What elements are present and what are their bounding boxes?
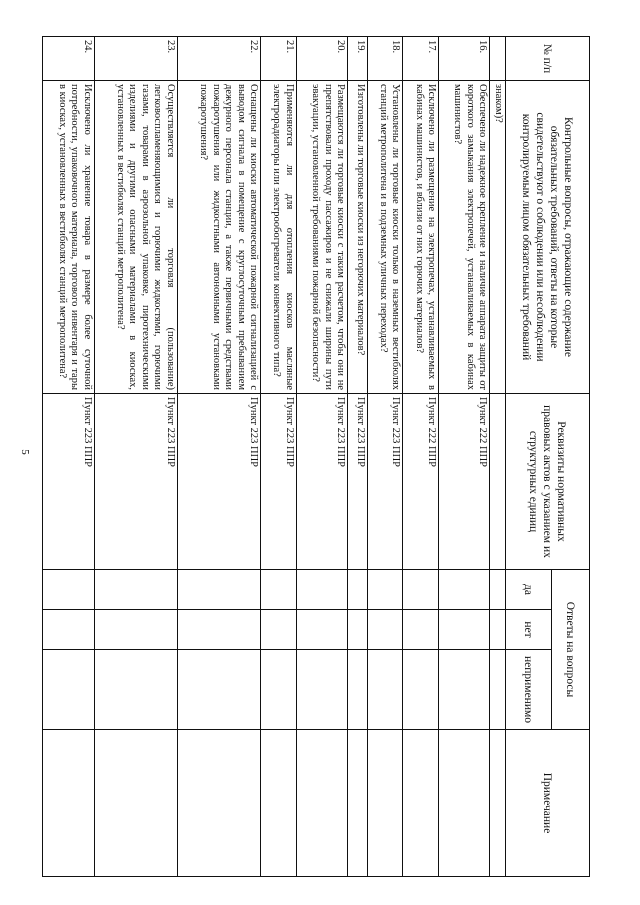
header-yes: да (506, 570, 552, 610)
row-reference: Пункт 222 ППР (403, 394, 439, 570)
answer-yes-cell (43, 570, 95, 610)
continuation-row (490, 37, 506, 877)
rotated-page (42, 36, 590, 876)
note-cell (94, 730, 177, 877)
answer-na-cell (94, 650, 177, 730)
answer-yes-cell (261, 570, 297, 610)
answer-yes-cell (439, 570, 490, 610)
table-row (177, 37, 260, 877)
row-question: Обеспечено ли надежное крепление и наличие аппарата защиты от короткого замыкания электропечей, устанавливаемых в кабинах машинистов? (439, 81, 490, 394)
answer-no-cell (439, 610, 490, 650)
header-answers: Ответы на вопросы (552, 570, 590, 730)
answer-no-cell (261, 610, 297, 650)
page-number: 5 (18, 449, 31, 455)
note-cell (296, 730, 347, 877)
answer-yes-cell (94, 570, 177, 610)
note-cell (403, 730, 439, 877)
row-number: 23. (94, 37, 177, 81)
row-question: Применяются ли для отопления киосков масляные электрорадиаторы или электрообогреватели конвективного типа? (261, 81, 297, 394)
answer-na-cell (43, 650, 95, 730)
row-number: 19. (348, 37, 368, 81)
table-row (348, 37, 368, 877)
header-note: Примечание (506, 730, 590, 877)
row-reference: Пункт 223 ППР (367, 394, 403, 570)
note-cell (348, 730, 368, 877)
note-cell (43, 730, 95, 877)
answer-yes-cell (177, 570, 260, 610)
row-number: 18. (367, 37, 403, 81)
checklist-table (42, 36, 590, 877)
row-reference: Пункт 223 ППР (94, 394, 177, 570)
row-reference: Пункт 223 ППР (261, 394, 297, 570)
answer-yes-cell (296, 570, 347, 610)
answer-na-cell (177, 650, 260, 730)
row-question: Исключено ли хранение товара в размере более суточной потребности, упаковочного материала, торгового инвентаря и тары в киосках, установленных в вестибюлях станций метрополитена? (43, 81, 95, 394)
note-cell (177, 730, 260, 877)
row-reference: Пункт 223 ППР (43, 394, 95, 570)
row-number: 20. (296, 37, 347, 81)
answer-na-cell (348, 650, 368, 730)
row-question: Оснащены ли киоски автоматической пожарной сигнализацией с выводом сигнала в помещение с круглосуточным пребыванием дежурного персонала станции, а также первичными средствами пожаротушения или жидкостными автономными установками пожаротушения? (177, 81, 260, 394)
row-number: 24. (43, 37, 95, 81)
answer-na-cell (403, 650, 439, 730)
row-question: Осуществляется ли торговля (пользование) легковоспламеняющимися и горючими жидкостями, горючими газами, товарами в аэрозольной упаковке, пиротехническими изделиями и другими опасными материалами в киосках, установленных в вестибюлях станций метрополитена? (94, 81, 177, 394)
table-row (403, 37, 439, 877)
answer-no-cell (403, 610, 439, 650)
table-row (261, 37, 297, 877)
row-number: 17. (403, 37, 439, 81)
row-reference: Пункт 223 ППР (348, 394, 368, 570)
note-cell (367, 730, 403, 877)
answer-no-cell (43, 610, 95, 650)
table-row (367, 37, 403, 877)
answer-yes-cell (348, 570, 368, 610)
row-number: 16. (439, 37, 490, 81)
row-question: Размещаются ли торговые киоски с таким расчетом, чтобы они не препятствовали проходу пассажиров и не снижали ширины пути эвакуации, установленной требованиями пожарной безопасности? (296, 81, 347, 394)
row-question: Установлены ли торговые киоски только в наземных вестибюлях станций метрополитена и в подземных уличных переходах? (367, 81, 403, 394)
continuation-text: знаком)? (490, 81, 506, 394)
row-reference: Пункт 223 ППР (177, 394, 260, 570)
header-no: нет (506, 610, 552, 650)
row-question: Исключено ли размещение на электропечах, устанавливаемых в кабинах машинистов, и вблизи от них горючих материалов? (403, 81, 439, 394)
header-na: неприменимо (506, 650, 552, 730)
note-cell (261, 730, 297, 877)
answer-yes-cell (367, 570, 403, 610)
row-reference: Пункт 222 ППР (439, 394, 490, 570)
answer-yes-cell (403, 570, 439, 610)
answer-no-cell (367, 610, 403, 650)
answer-na-cell (261, 650, 297, 730)
header-number: № п/п (506, 37, 590, 81)
row-question: Изготовлены ли торговые киоски из негорючих материалов? (348, 81, 368, 394)
answer-na-cell (367, 650, 403, 730)
table-row (43, 37, 95, 877)
answer-no-cell (177, 610, 260, 650)
row-reference: Пункт 223 ППР (296, 394, 347, 570)
answer-no-cell (296, 610, 347, 650)
table-row (296, 37, 347, 877)
row-number: 21. (261, 37, 297, 81)
answer-no-cell (348, 610, 368, 650)
header-question: Контрольные вопросы, отражающие содержание обязательных требований, ответы на которые свидетельствуют о соблюдении или несоблюдении контролируемым лицом обязательных требований (506, 81, 590, 394)
table-row (439, 37, 490, 877)
answer-no-cell (94, 610, 177, 650)
answer-na-cell (296, 650, 347, 730)
row-number: 22. (177, 37, 260, 81)
note-cell (439, 730, 490, 877)
header-reference: Реквизиты нормативных правовых актов с указанием их структурных единиц (506, 394, 590, 570)
table-row (94, 37, 177, 877)
answer-na-cell (439, 650, 490, 730)
